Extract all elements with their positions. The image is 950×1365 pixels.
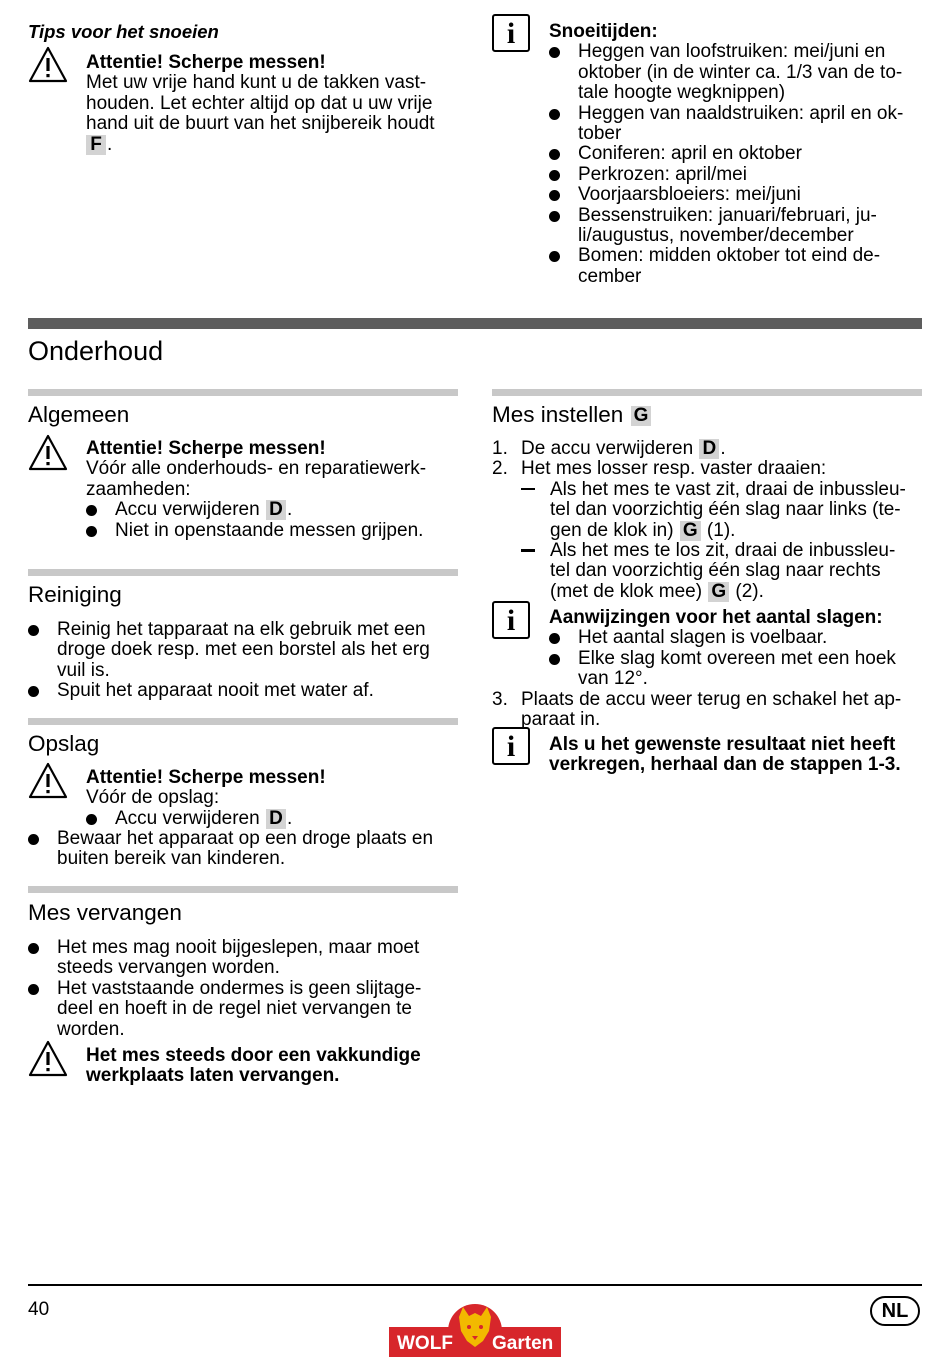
opslag-warning: [86, 768, 458, 829]
svg-text:WOLF: WOLF: [397, 1333, 453, 1354]
tips-line: hand uit de buurt van het snijbereik houdt: [86, 113, 435, 135]
list-item: [115, 809, 458, 829]
result-note: [549, 735, 922, 776]
figure-ref-badge: G: [680, 521, 701, 541]
section-title-mes-vervangen: Mes vervangen: [28, 900, 182, 925]
list-item: Heggen van loofstruiken: mei/juni en: [578, 42, 922, 62]
tips-section: [28, 22, 458, 42]
tips-line: Met uw vrije hand kunt u de takken vast-: [86, 72, 427, 94]
info-icon: i: [492, 727, 530, 765]
list-item: Spuit het apparaat nooit met water af.: [57, 681, 458, 701]
text-line: zaamheden:: [86, 478, 191, 500]
reiniging-list: [57, 620, 458, 702]
snoeitijden-title: Snoeitijden:: [549, 21, 658, 42]
info-icon: i: [492, 14, 530, 52]
list-item: Niet in openstaande messen grijpen.: [115, 521, 458, 541]
step-text: paraat in.: [521, 709, 601, 731]
list-item-continuation: steeds vervangen worden.: [57, 957, 280, 979]
mes-vervangen-warning: [86, 1046, 458, 1087]
snoeitijden-list: [549, 42, 922, 287]
section-divider: [28, 318, 922, 329]
snoeitijden-section: [549, 22, 922, 287]
note-text: Als u het gewenste resultaat niet heeft: [549, 734, 896, 755]
step-number: 2.: [492, 458, 508, 480]
list-item-continuation: oktober (in de winter ca. 1/3 van de to-: [578, 61, 903, 83]
warning-text: Het mes steeds door een vakkundige: [86, 1045, 421, 1066]
list-item: Bessenstruiken: januari/februari, ju-: [578, 206, 922, 226]
figure-ref-badge: D: [266, 500, 286, 520]
title-text: Mes instellen: [492, 402, 624, 427]
divider: [28, 718, 458, 725]
step-text: Het mes losser resp. vaster draaien:: [521, 458, 827, 480]
opslag-list: [57, 829, 458, 870]
dash-item-continuation: (met de klok mee): [550, 580, 703, 602]
warning-icon: [28, 1040, 68, 1078]
aanwijzingen-note: [549, 608, 922, 690]
warning-text: werkplaats laten vervangen.: [86, 1065, 340, 1087]
figure-ref-badge: D: [699, 439, 719, 459]
punctuation: .: [720, 438, 726, 459]
figure-ref-badge: D: [266, 809, 286, 829]
section-title-algemeen: Algemeen: [28, 402, 130, 427]
section-title-mes-instellen: [492, 402, 652, 428]
list-item-continuation: tober: [578, 123, 622, 145]
list-item: Coniferen: april en oktober: [578, 144, 922, 164]
list-item: Bewaar het apparaat op een droge plaats en: [57, 829, 458, 849]
wolf-garten-logo: [389, 1303, 561, 1357]
divider: [28, 886, 458, 893]
page-title: Onderhoud: [28, 336, 164, 366]
tips-warning: [86, 53, 458, 155]
figure-ref-badge: G: [631, 406, 652, 426]
text-line: Vóór alle onderhouds- en reparatiewerk-: [86, 458, 427, 480]
list-item-continuation: deel en hoeft in de regel niet vervangen te: [57, 998, 412, 1020]
list-item-continuation: droge doek resp. met een borstel als het erg: [57, 639, 430, 661]
mes-vervangen-list: [57, 938, 458, 1040]
list-item-continuation: van 12°.: [578, 668, 648, 690]
warning-title: Attentie! Scherpe messen!: [86, 438, 326, 459]
note-text: verkregen, herhaal dan de stappen 1-3.: [549, 754, 901, 776]
dash-item-continuation: tel dan voorzichtig één slag naar rechts: [550, 560, 881, 582]
divider: [28, 569, 458, 576]
dash-item: Als het mes te vast zit, draai de inbussleu-: [550, 480, 922, 500]
warning-title: Attentie! Scherpe messen!: [86, 767, 326, 788]
step-number: 3.: [492, 689, 508, 710]
dash-item: Als het mes te los zit, draai de inbussleu-: [550, 541, 922, 561]
warning-icon: [28, 46, 68, 84]
section-title-reiniging: Reiniging: [28, 582, 122, 607]
list-item: Elke slag komt overeen met een hoek: [578, 649, 922, 669]
info-icon: i: [492, 601, 530, 639]
warning-title: Attentie! Scherpe messen!: [86, 52, 326, 73]
mes-instellen-step3: [492, 689, 922, 731]
punctuation: .: [286, 499, 293, 521]
dash-item-continuation: gen de klok in): [550, 519, 674, 541]
punctuation: .: [286, 807, 293, 829]
list-item: Bomen: midden oktober tot eind de-: [578, 246, 922, 266]
dash-item-continuation: tel dan voorzichtig één slag naar links (te-: [550, 499, 901, 521]
list-item: Reinig het tapparaat na elk gebruik met een: [57, 620, 458, 640]
text-line: Vóór de opslag:: [86, 787, 220, 809]
section-title-opslag: Opslag: [28, 731, 100, 756]
warning-icon: [28, 434, 68, 472]
figure-ref-badge: F: [86, 135, 106, 155]
step-text: De accu verwijderen: [521, 438, 694, 459]
punctuation: (2).: [735, 580, 764, 602]
list-item-continuation: worden.: [57, 1018, 125, 1040]
list-item-text: Accu verwijderen: [115, 807, 260, 829]
list-item-text: Accu verwijderen: [115, 499, 260, 521]
list-item-continuation: buiten bereik van kinderen.: [57, 848, 286, 870]
footer-divider: [28, 1284, 922, 1286]
list-item: [115, 500, 458, 520]
mes-instellen-steps: [492, 438, 922, 602]
punctuation: (1).: [706, 519, 736, 541]
language-badge: NL: [870, 1296, 920, 1326]
algemeen-warning: [86, 439, 458, 541]
divider: [492, 389, 922, 396]
list-item: Voorjaarsbloeiers: mei/juni: [578, 185, 922, 205]
list-item: Het vaststaande ondermes is geen slijtage-: [57, 979, 458, 999]
list-item: Het mes mag nooit bijgeslepen, maar moet: [57, 938, 458, 958]
step-number: 1.: [492, 438, 508, 459]
list-item-continuation: vuil is.: [57, 659, 110, 681]
punctuation: .: [107, 133, 113, 155]
list-item: Perkrozen: april/mei: [578, 165, 922, 185]
step-text: Plaats de accu weer terug en schakel het ap-: [521, 689, 902, 710]
list-item-continuation: cember: [578, 265, 642, 287]
warning-icon: [28, 762, 68, 800]
figure-ref-badge: G: [708, 582, 729, 602]
list-item-continuation: li/augustus, november/december: [578, 225, 854, 247]
tips-line: houden. Let echter altijd op dat u uw vrije: [86, 92, 433, 114]
svg-text:Garten: Garten: [492, 1333, 554, 1354]
list-item-continuation: tale hoogte wegknippen): [578, 82, 786, 104]
list-item: Heggen van naaldstruiken: april en ok-: [578, 104, 922, 124]
divider: [28, 389, 458, 396]
page-number: 40: [28, 1299, 50, 1320]
note-title: Aanwijzingen voor het aantal slagen:: [549, 607, 883, 628]
list-item: Het aantal slagen is voelbaar.: [578, 628, 922, 648]
tips-title: Tips voor het snoeien: [28, 21, 219, 42]
